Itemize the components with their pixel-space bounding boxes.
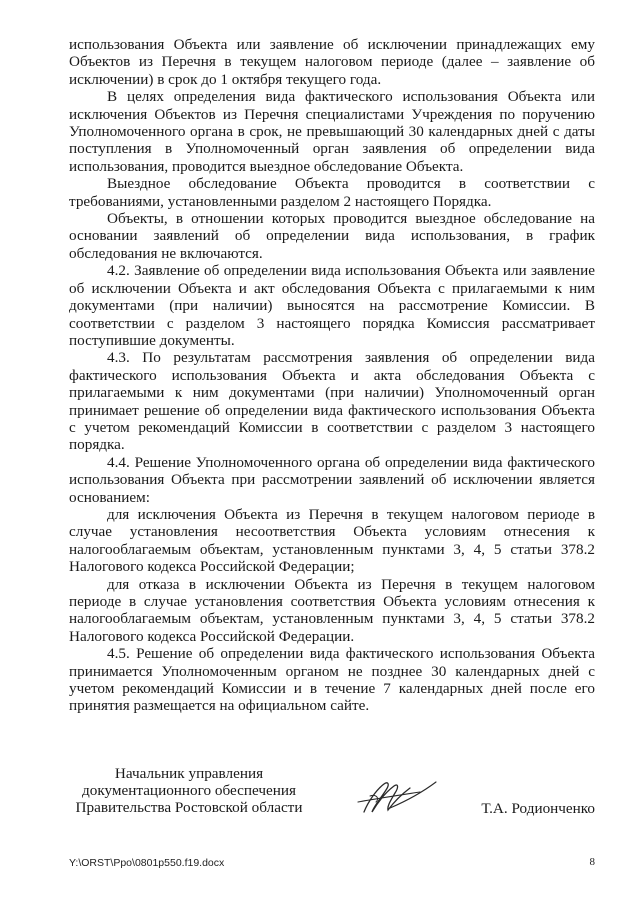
paragraph-4-5: 4.5. Решение об определении вида фактического использования Объекта принимается Уполномоченным органом не позднее 30 календарных дней с учетом рекомендаций Комиссии и в течение 7 календарных дней после его принятия размещается на официальном сайте. <box>69 645 595 715</box>
paragraph-4-4-refusal-basis: для отказа в исключении Объекта из Перечня в текущем налоговом периоде в случае установления соответствия Объекта условиям отнесения к налогооблагаемым объектам, установленным пунктами 3, 4, 5 статьи 378.2 Налогового кодекса Российской Федерации. <box>69 575 595 645</box>
signatory-title-line: документационного обеспечения <box>82 782 296 799</box>
page-number: 8 <box>589 856 595 868</box>
handwritten-signature <box>350 772 450 824</box>
document-body <box>69 36 595 715</box>
paragraph-4-4: 4.4. Решение Уполномоченного органа об определении вида фактического использования Объекта при рассмотрении заявлений об исключении является основанием: <box>69 453 595 506</box>
paragraph-inspection-requirements: Выездное обследование Объекта проводится в соответствии с требованиями, установленными разделом 2 настоящего Порядка. <box>69 175 595 210</box>
footer-file-path: Y:\ORST\Ppo\0801p550.f19.docx <box>69 857 225 869</box>
signatory-title-line: Начальник управления <box>114 765 264 782</box>
paragraph-4-4-exclusion-basis: для исключения Объекта из Перечня в текущем налоговом периоде в случае установления несоответствия Объекта условиям отнесения к налогооблагаемым объектам, установленным пунктами 3, 4, 5 статьи 378.2 Налогового кодекса Российской Федерации; <box>69 505 595 576</box>
paragraph-schedule-exclusion: Объекты, в отношении которых проводится выездное обследование на основании заявлений об определении вида использования, в график обследования не включаются. <box>69 210 595 262</box>
paragraph-continuation: использования Объекта или заявление об исключении принадлежащих ему Объектов из Перечня в текущем налоговом периоде (далее – заявление об исключении) в срок до 1 октября текущего года. <box>69 36 595 88</box>
signatory-title-line: Правительства Ростовской области <box>75 799 303 816</box>
paragraph-field-inspection-purpose: В целях определения вида фактического использования Объекта или исключения Объектов из Перечня специалистами Учреждения по поручению Уполномоченного органа в срок, не превышающий 30 календарных дней с даты поступления в Уполномоченный орган заявления об определении вида использования, проводится выездное обследование Объекта. <box>69 88 595 175</box>
paragraph-4-2: 4.2. Заявление об определении вида использования Объекта или заявление об исключении Объекта и акт обследования Объекта с прилагаемыми к ним документами (при наличии) выносятся на рассмотрение Комиссии. В соответствии с разделом 3 настоящего порядка Комиссия рассматривает поступившие документы. <box>69 262 595 349</box>
paragraph-4-3: 4.3. По результатам рассмотрения заявления об определении вида фактического использования Объекта и акта обследования Объекта с прилагаемыми к ним документами (при наличии) Уполномоченный орган принимает решение об определении вида фактического использования Объекта с учетом рекомендаций Комиссии в соответствии с разделом 3 настоящего порядка. <box>69 349 595 454</box>
signatory-title <box>69 765 309 816</box>
signatory-name: Т.А. Родионченко <box>481 800 595 817</box>
